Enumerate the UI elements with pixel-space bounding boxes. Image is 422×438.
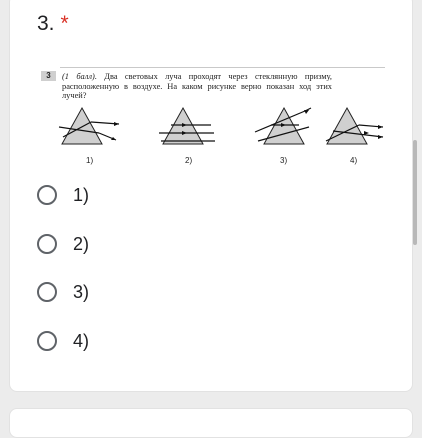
figure-label-1: 1) xyxy=(86,156,94,165)
task-body: Два световых луча проходят через стеклянную призму, расположенную в воздухе. На каком рисунке верно показан ход этих лучей? xyxy=(62,72,332,101)
radio-button[interactable] xyxy=(37,331,57,351)
required-asterisk: * xyxy=(60,12,69,35)
prism-figure-1 xyxy=(59,108,119,165)
option-label: 1) xyxy=(73,184,90,205)
scrollbar[interactable] xyxy=(413,140,417,245)
radio-button[interactable] xyxy=(37,282,57,302)
option-4[interactable] xyxy=(37,326,237,356)
radio-button[interactable] xyxy=(37,234,57,254)
next-question-card xyxy=(9,408,413,438)
prism-figure-2 xyxy=(159,108,215,165)
figure-label-3: 3) xyxy=(280,156,288,165)
task-points: (1 балл). xyxy=(62,72,97,81)
figure-label-2: 2) xyxy=(185,156,193,165)
question-number: 3. xyxy=(37,12,55,35)
prism-figure-3 xyxy=(255,108,311,165)
question-title xyxy=(37,10,69,38)
task-number-badge: 3 xyxy=(41,71,56,81)
option-1[interactable] xyxy=(37,180,237,210)
option-2[interactable] xyxy=(37,229,237,259)
option-label: 4) xyxy=(73,330,90,351)
radio-button[interactable] xyxy=(37,185,57,205)
prism-figure-4 xyxy=(326,108,383,165)
prism-figures xyxy=(39,67,385,169)
option-3[interactable] xyxy=(37,277,237,307)
option-label: 3) xyxy=(73,281,90,302)
figure-label-4: 4) xyxy=(350,156,358,165)
option-label: 2) xyxy=(73,233,90,254)
